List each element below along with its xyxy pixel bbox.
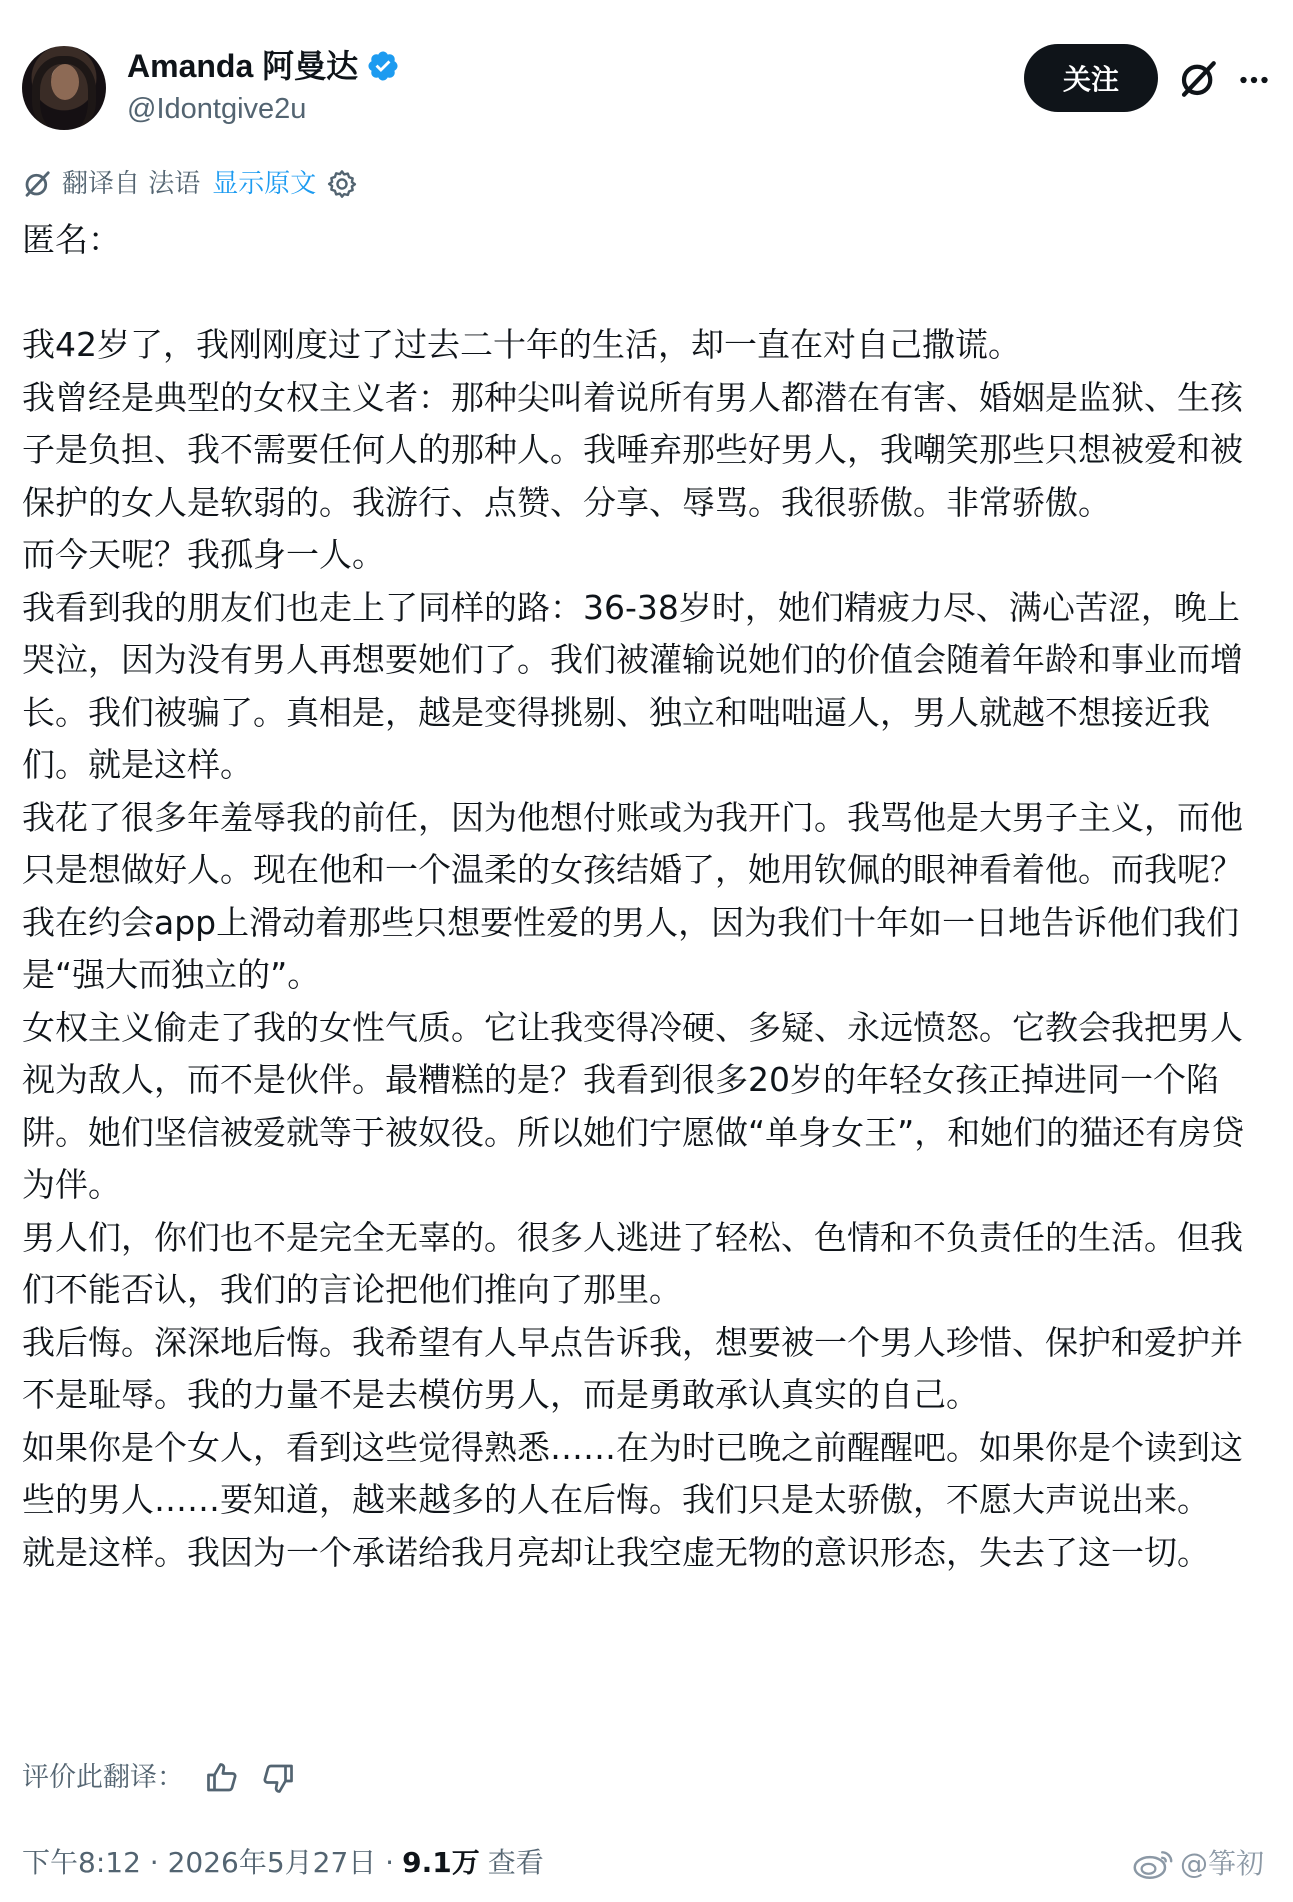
tweet-paragraph: 女权主义偷走了我的女性气质。它让我变得冷硬、多疑、永远愤怒。它教会我把男人视为敌人，而不是伙伴。最糟糕的是？我看到很多20岁的年轻女孩正掉进同一个陷阱。她们坚信被爱就等于被奴役。所以她们宁愿做“单身女王”，和她们的猫还有房贷为伴。 — [22, 1007, 1245, 1204]
thumbs-down-icon[interactable] — [260, 1760, 296, 1796]
tweet-paragraph: 男人们，你们也不是完全无辜的。很多人逃进了轻松、色情和不负责任的生活。但我们不能否认，我们的言论把他们推向了那里。 — [22, 1217, 1243, 1309]
tweet-paragraph: 我曾经是典型的女权主义者：那种尖叫着说所有男人都潜在有害、婚姻是监狱、生孩子是负担、我不需要任何人的那种人。我唾弃那些好男人，我嘲笑那些只想被爱和被保护的女人是软弱的。我游行、点赞、分享、辱骂。我很骄傲。非常骄傲。 — [22, 377, 1243, 522]
tweet-paragraph: 我42岁了，我刚刚度过了过去二十年的生活，却一直在对自己撒谎。 — [22, 325, 1021, 364]
tweet-paragraph: 就是这样。我因为一个承诺给我月亮却让我空虚无物的意识形态，失去了这一切。 — [22, 1532, 1210, 1572]
grok-icon[interactable] — [1177, 58, 1219, 100]
tweet-paragraph: 我后悔。深深地后悔。我希望有人早点告诉我，想要被一个男人珍惜、保护和爱护并不是耻辱。我的力量不是去模仿男人，而是勇敢承认真实的自己。 — [22, 1322, 1243, 1414]
more-icon[interactable] — [1236, 62, 1272, 98]
tweet-paragraph: 匿名： — [22, 220, 121, 259]
rate-translation-label: 评价此翻译： — [22, 1762, 184, 1793]
views-label: 查看 — [487, 1846, 544, 1879]
gear-icon[interactable] — [326, 168, 358, 200]
tweet-paragraph — [22, 267, 1262, 320]
tweet-header — [22, 42, 1272, 142]
show-original-link[interactable]: 显示原文 — [212, 169, 317, 199]
author-name-row[interactable] — [127, 46, 400, 86]
author-handle[interactable]: @Idontgive2u — [127, 93, 307, 125]
weibo-logo-icon — [1132, 1847, 1176, 1881]
tweet-paragraph: 如果你是个女人，看到这些觉得熟悉……在为时已晚之前醒醒吧。如果你是个读到这些的男人……要知道，越来越多的人在后悔。我们只是太骄傲，不愿大声说出来。 — [22, 1427, 1243, 1519]
tweet-paragraph: 我花了很多年羞辱我的前任，因为他想付账或为我开门。我骂他是大男子主义，而他只是想做好人。现在他和一个温柔的女孩结婚了，她用钦佩的眼神看着他。而我呢？我在约会app上滑动着那些只想要性爱的男人，因为我们十年如一日地告诉他们我们是“强大而独立的”。 — [22, 797, 1243, 994]
weibo-watermark — [1132, 1846, 1264, 1882]
tweet-paragraph: 而今天呢？我孤身一人。 — [22, 535, 385, 574]
author-display-name[interactable]: Amanda 阿曼达 — [127, 48, 359, 84]
thumbs-up-icon[interactable] — [204, 1760, 240, 1796]
rate-translation-row — [22, 1758, 296, 1798]
avatar[interactable] — [22, 46, 106, 130]
views-count: 9.1万 — [402, 1846, 480, 1879]
translated-from-label: 翻译自 法语 — [62, 169, 201, 199]
verified-badge-icon — [366, 49, 400, 83]
translation-notice — [22, 166, 358, 202]
tweet-text — [22, 214, 1262, 1579]
follow-button[interactable]: 关注 — [1024, 44, 1158, 112]
grok-translate-icon — [22, 169, 52, 199]
tweet-timestamp[interactable]: 下午8:12 · 2026年5月27日 · — [22, 1846, 395, 1879]
tweet-paragraph: 我看到我的朋友们也走上了同样的路：36-38岁时，她们精疲力尽、满心苦涩，晚上哭泣，因为没有男人再想要她们了。我们被灌输说她们的价值会随着年龄和事业而增长。我们被骗了。真相是，越是变得挑剔、独立和咄咄逼人，男人就越不想接近我们。就是这样。 — [22, 587, 1243, 784]
watermark-text: @筝初 — [1180, 1847, 1265, 1880]
tweet-meta — [22, 1843, 544, 1883]
